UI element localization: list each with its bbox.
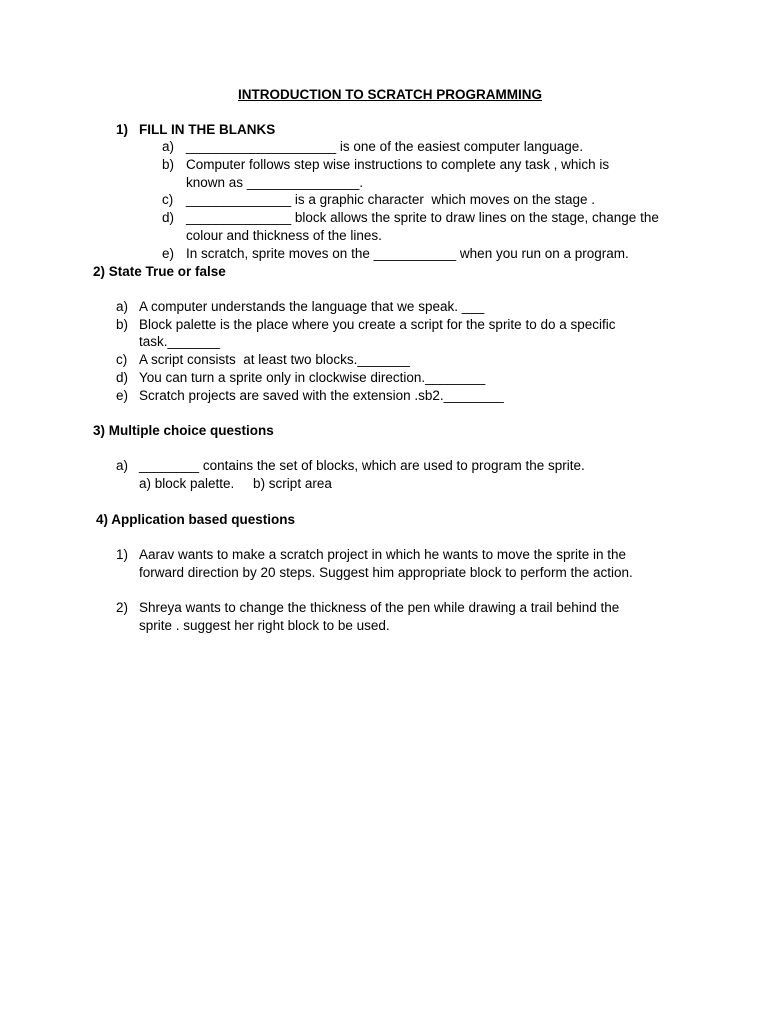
question-marker: 1) [116, 547, 129, 562]
section3-heading: 3) Multiple choice questions [93, 423, 274, 438]
question-marker: b) [162, 157, 175, 172]
question-text-continued: sprite . suggest her right block to be used. [139, 618, 390, 633]
question-text: You can turn a sprite only in clockwise direction.________ [139, 370, 486, 385]
question-text: ______________ block allows the sprite to draw lines on the stage, change the [186, 210, 659, 225]
section1-number: 1) [116, 122, 129, 137]
question-text: In scratch, sprite moves on the ___________ when you run on a program. [186, 246, 629, 261]
question-marker: e) [116, 388, 129, 403]
section1-heading: FILL IN THE BLANKS [139, 122, 276, 137]
question-marker: e) [162, 246, 175, 261]
question-text: Block palette is the place where you create a script for the sprite to do a specific [139, 317, 616, 332]
question-text-continued: task._______ [139, 334, 221, 349]
question-marker: b) [116, 317, 129, 332]
section2-heading: 2) State True or false [93, 264, 226, 279]
question-text-continued: known as _______________. [186, 175, 364, 190]
question-text: Scratch projects are saved with the extension .sb2.________ [139, 388, 504, 403]
question-text: A script consists at least two blocks._______ [139, 352, 410, 367]
question-text: Shreya wants to change the thickness of the pen while drawing a trail behind the [139, 600, 620, 615]
question-text: A computer understands the language that we speak. ___ [139, 299, 485, 314]
question-text: Computer follows step wise instructions to complete any task , which is [186, 157, 610, 172]
question-text: ________ contains the set of blocks, which are used to program the sprite. [139, 458, 585, 473]
question-marker: c) [162, 192, 174, 207]
question-marker: 2) [116, 600, 129, 615]
page-title: INTRODUCTION TO SCRATCH PROGRAMMING [238, 87, 542, 102]
question-marker: a) [162, 139, 175, 154]
question-text-continued: colour and thickness of the lines. [186, 228, 382, 243]
question-text: Aarav wants to make a scratch project in which he wants to move the sprite in the [139, 547, 626, 562]
question-marker: d) [162, 210, 175, 225]
question-marker: c) [116, 352, 128, 367]
question-options: a) block palette. b) script area [139, 476, 332, 491]
question-text: ____________________ is one of the easiest computer language. [186, 139, 584, 154]
question-text: ______________ is a graphic character which moves on the stage . [186, 192, 596, 207]
question-marker: d) [116, 370, 129, 385]
section4-heading: 4) Application based questions [96, 512, 296, 527]
question-marker: a) [116, 299, 129, 314]
question-marker: a) [116, 458, 129, 473]
question-text-continued: forward direction by 20 steps. Suggest him appropriate block to perform the action. [139, 565, 633, 580]
